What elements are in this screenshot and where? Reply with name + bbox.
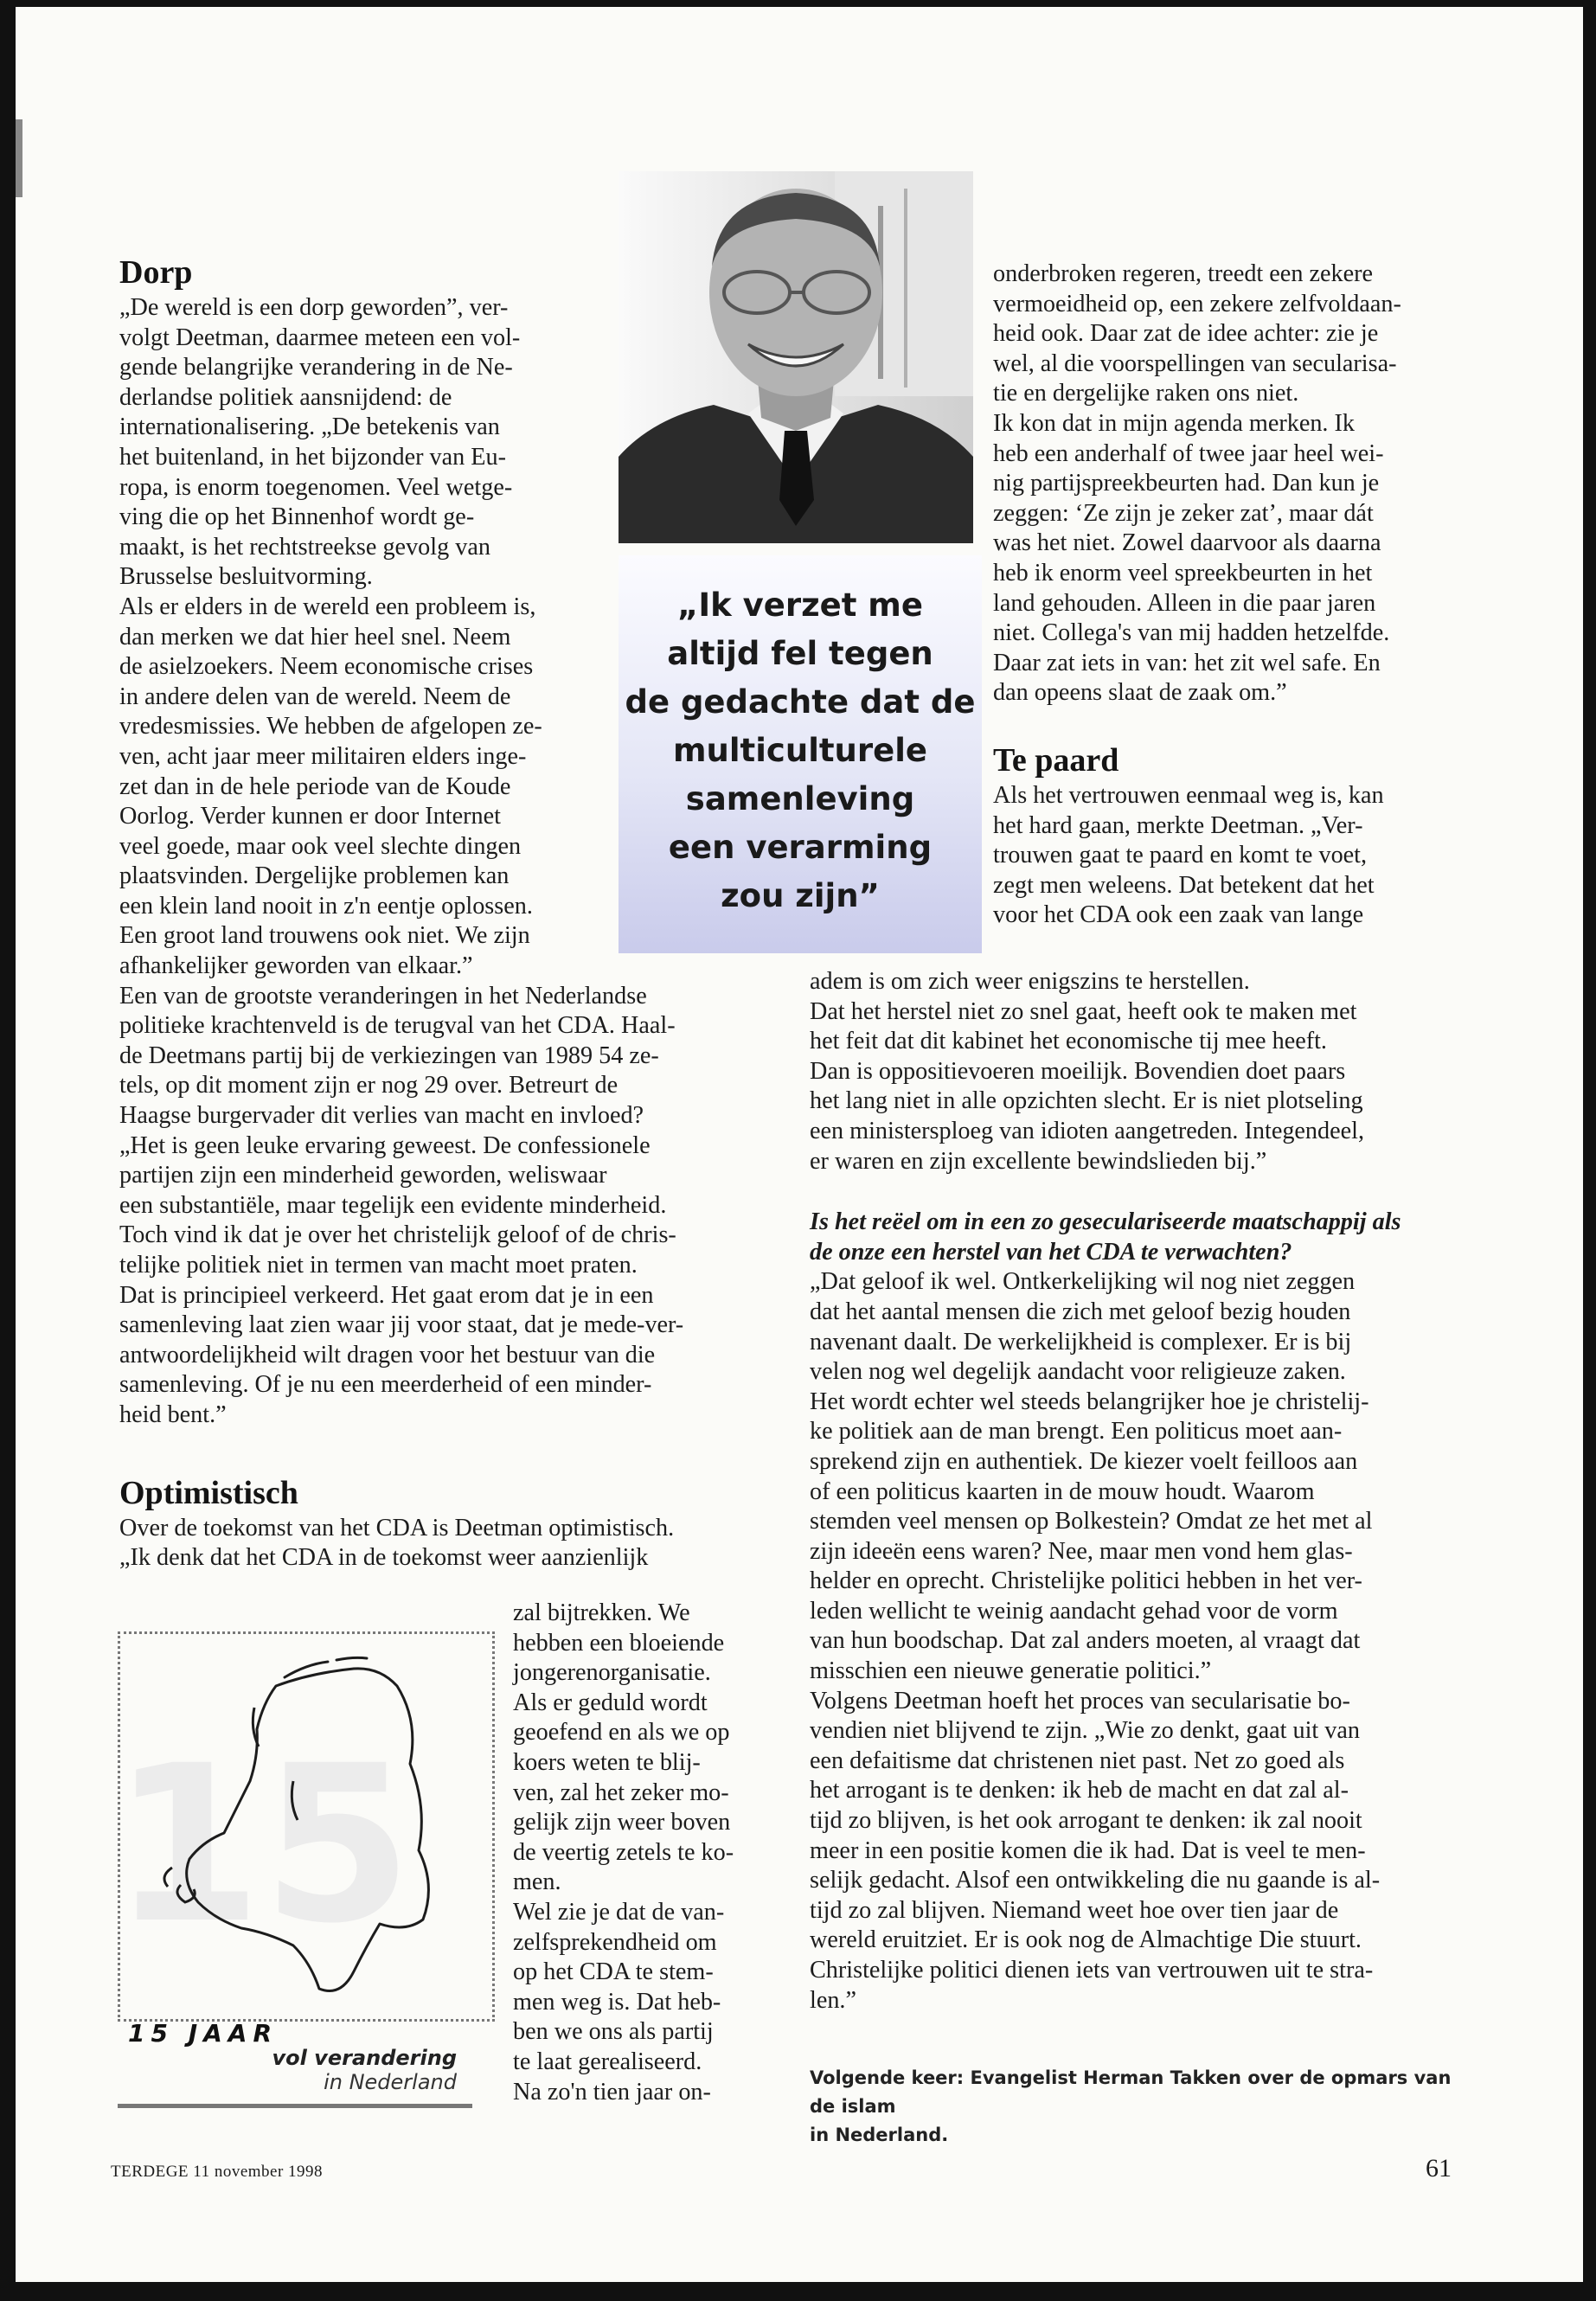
text-line: was het niet. Zowel daarvoor als daarna xyxy=(993,529,1381,557)
text-line: de veertig zetels te ko- xyxy=(513,1838,734,1866)
text-line: Oorlog. Verder kunnen er door Internet xyxy=(119,803,501,830)
magazine-page xyxy=(16,7,1583,2282)
text-line: Wel zie je dat de van- xyxy=(513,1898,725,1926)
text-line: samenleving laat zien waar jij voor staat, dat je mede-ver- xyxy=(119,1311,684,1339)
text-line: dat het aantal mensen die zich met geloof bezig houden xyxy=(810,1298,1351,1325)
text-line: het feit dat dit kabinet het economische tij mee heeft. xyxy=(810,1028,1327,1055)
text-line: ropa, is enorm toegenomen. Veel wetge- xyxy=(119,473,513,501)
text-line: volgt Deetman, daarmee meteen een vol- xyxy=(119,324,521,351)
text-line: nig partijspreekbeurten had. Dan kun je xyxy=(993,470,1380,497)
text-line: Als er elders in de wereld een probleem is, xyxy=(119,593,536,620)
text-line: velen nog wel degelijk aandacht voor religieuze zaken. xyxy=(810,1358,1346,1386)
text-line: navenant daalt. De werkelijkheid is complexer. Er is bij xyxy=(810,1328,1352,1356)
quote-line: een verarming xyxy=(668,829,933,866)
text-line: Na zo'n tien jaar on- xyxy=(513,2078,711,2106)
netherlands-map-icon xyxy=(120,1634,492,2019)
text-line: trouwen gaat te paard en komt te voet, xyxy=(993,842,1368,869)
text-line: leden wellicht te weinig aandacht gehad voor de vorm xyxy=(810,1597,1338,1625)
text-line: ven, acht jaar meer militairen elders inge- xyxy=(119,742,527,770)
text-line: zeggen: ‘Ze zijn je zeker zat’, maar dát xyxy=(993,499,1374,527)
text-line: de Deetmans partij bij de verkiezingen van 1989 54 ze- xyxy=(119,1042,659,1069)
next-issue-line: in Nederland. xyxy=(810,2125,949,2145)
column-right-top xyxy=(993,260,1512,931)
text-line: ben we ons als partij xyxy=(513,2018,714,2046)
text-line: samenleving. Of je nu een meerderheid of een minder- xyxy=(119,1371,652,1399)
text-line: dan opeens slaat de zaak om.” xyxy=(993,679,1287,707)
text-line: zegt men weleens. Dat betekent dat het xyxy=(993,871,1375,899)
text-line: Een van de grootste veranderingen in het Nederlandse xyxy=(119,982,647,1009)
text-line: niet. Collega's van mij hadden hetzelfde. xyxy=(993,619,1390,647)
text-line: ving die op het Binnenhof wordt ge- xyxy=(119,503,475,531)
text-line: len.” xyxy=(810,1986,856,2014)
text-line: gelijk zijn weer boven xyxy=(513,1809,731,1836)
quote-line: zou zijn” xyxy=(721,877,880,914)
page-number: 61 xyxy=(1426,2154,1452,2182)
sidebar-rule xyxy=(118,2104,472,2108)
text-line: of een politicus kaarten in de mouw houdt. Waarom xyxy=(810,1477,1315,1505)
text-line: heb ik enorm veel spreekbeurten in het xyxy=(993,559,1373,586)
text-line: tie en dergelijke raken ons niet. xyxy=(993,380,1299,407)
text-line: Christelijke politici dienen iets van vertrouwen uit te stra- xyxy=(810,1957,1374,1984)
text-line: Dat is principieel verkeerd. Het gaat erom dat je in een xyxy=(119,1281,654,1309)
text-line: van hun boodschap. Dat zal anders moeten, al vraagt dat xyxy=(810,1627,1361,1655)
text-line: jongerenorganisatie. xyxy=(513,1659,711,1687)
text-line: gende belangrijke verandering in de Ne- xyxy=(119,354,513,381)
text-line: tijd zo blijven, is het ook arrogant te denken: ik zal nooit xyxy=(810,1807,1362,1835)
text-line: het arrogant is te denken: ik heb de macht en dat zal al- xyxy=(810,1777,1349,1804)
text-line: misschien een nieuwe generatie politici.” xyxy=(810,1657,1212,1685)
text-line: heid bent.” xyxy=(119,1400,227,1428)
text-line: men. xyxy=(513,1868,561,1896)
text-line: het lang niet in alle opzichten slecht. Er is niet plotseling xyxy=(810,1087,1363,1115)
portrait-photo xyxy=(619,171,973,543)
quote-line: „Ik verzet me xyxy=(677,586,923,624)
quote-line: altijd fel tegen xyxy=(667,635,933,672)
text-line: Brusselse besluitvorming. xyxy=(119,563,373,591)
text-line: onderbroken regeren, treedt een zekere xyxy=(993,260,1373,287)
text-line: wel, al die voorspellingen van secularisa- xyxy=(993,349,1397,377)
text-line: dan merken we dat hier heel snel. Neem xyxy=(119,623,511,651)
text-line: koers weten te blij- xyxy=(513,1748,701,1776)
text-line: een klein land nooit in z'n eentje oplossen. xyxy=(119,892,533,920)
portrait-photo-icon xyxy=(619,171,973,543)
heading-te-paard: Te paard xyxy=(993,741,1119,779)
text-line: land gehouden. Alleen in die paar jaren xyxy=(993,589,1376,617)
text-line: „Dat geloof ik wel. Ontkerkelijking wil nog niet zeggen xyxy=(810,1268,1356,1296)
text-line: zelfsprekendheid om xyxy=(513,1928,717,1956)
text-line: een substantiële, maar tegelijk een evidente minderheid. xyxy=(119,1191,667,1219)
text-line: heb een anderhalf of twee jaar heel wei- xyxy=(993,439,1384,467)
text-line: Een groot land trouwens ook niet. We zijn xyxy=(119,922,530,950)
text-line: afhankelijker geworden van elkaar.” xyxy=(119,952,473,980)
text-line: op het CDA te stem- xyxy=(513,1958,714,1986)
quote-line: de gedachte dat de xyxy=(625,683,976,721)
text-line: ke politiek aan de man brengt. Een politicus moet aan- xyxy=(810,1418,1343,1445)
text-line: adem is om zich weer enigszins te herstellen. xyxy=(810,968,1250,995)
text-line: Als het vertrouwen eenmaal weg is, kan xyxy=(993,781,1384,809)
column-left-narrow xyxy=(513,1599,798,2107)
column-right-wide xyxy=(810,967,1502,2016)
next-issue-note xyxy=(810,2064,1467,2150)
pull-quote-text xyxy=(619,581,982,920)
text-line: Het wordt echter wel steeds belangrijker hoe je christelij- xyxy=(810,1388,1369,1415)
text-line: tijd zo zal blijven. Niemand weet hoe over tien jaar de xyxy=(810,1896,1339,1924)
text-line: „De wereld is een dorp geworden”, ver- xyxy=(119,294,509,321)
text-line: internationalisering. „De betekenis van xyxy=(119,413,500,441)
text-line: tels, op dit moment zijn er nog 29 over. Betreurt de xyxy=(119,1072,619,1099)
text-line: derlandse politiek aansnijdend: de xyxy=(119,383,452,411)
text-line: hebben een bloeiende xyxy=(513,1629,725,1657)
text-line: selijk gedacht. Alsof een ontwikkeling die nu gaande is al- xyxy=(810,1867,1381,1894)
text-line: „Ik denk dat het CDA in de toekomst weer aanzienlijk xyxy=(119,1544,649,1572)
text-line: partijen zijn een minderheid geworden, weliswaar xyxy=(119,1162,607,1189)
text-line: zal bijtrekken. We xyxy=(513,1599,690,1626)
next-issue-line: Volgende keer: Evangelist Herman Takken over de opmars van de islam xyxy=(810,2067,1452,2117)
sidebar-subtitle1: vol verandering xyxy=(272,2046,457,2070)
heading-dorp: Dorp xyxy=(119,254,193,291)
text-line: in andere delen van de wereld. Neem de xyxy=(119,683,511,710)
big-number: 15 xyxy=(120,1719,413,1971)
scan-mark xyxy=(16,119,22,197)
text-line: telijke politiek niet in termen van macht moet praten. xyxy=(119,1252,638,1279)
text-line: een ministersploeg van idioten aangetreden. Integendeel, xyxy=(810,1117,1365,1144)
text-line: veel goede, maar ook veel slechte dingen xyxy=(119,832,522,860)
text-line: maakt, is het rechtstreekse gevolg van xyxy=(119,533,490,561)
text-line: antwoordelijkheid wilt dragen voor het bestuur van die xyxy=(119,1341,656,1368)
text-line: vendien niet blijvend te zijn. „Wie zo denkt, gaat uit van xyxy=(810,1717,1361,1745)
text-line: Als er geduld wordt xyxy=(513,1689,708,1716)
question-line: Is het reëel om in een zo geseculariseerde maatschappij als xyxy=(810,1208,1401,1236)
text-line: heid ook. Daar zat de idee achter: zie je xyxy=(993,320,1379,348)
footer-magazine: TERDEGE 11 november 1998 xyxy=(111,2163,324,2181)
text-line: voor het CDA ook een zaak van lange xyxy=(993,901,1364,929)
text-line: „Het is geen leuke ervaring geweest. De confessionele xyxy=(119,1131,651,1159)
text-line: Dan is oppositievoeren moeilijk. Bovendien doet paars xyxy=(810,1057,1346,1085)
text-line: vredesmissies. We hebben de afgelopen ze- xyxy=(119,713,542,740)
quote-line: samenleving xyxy=(685,780,915,817)
text-line: Ik kon dat in mijn agenda merken. Ik xyxy=(993,409,1355,437)
text-line: geoefend en als we op xyxy=(513,1719,730,1747)
sidebar-map-box xyxy=(118,1631,495,2022)
text-line: een defaitisme dat christenen niet past. Net zo goed als xyxy=(810,1747,1345,1774)
text-line: meer in een positie komen die ik had. Dat is veel te men- xyxy=(810,1836,1366,1864)
text-line: Daar zat iets in van: het zit wel safe. En xyxy=(993,649,1381,676)
text-line: men weg is. Dat heb- xyxy=(513,1988,721,2016)
text-line: Volgens Deetman hoeft het proces van secularisatie bo- xyxy=(810,1687,1350,1715)
sidebar-title: 15 JAAR xyxy=(128,2019,279,2048)
text-line: te laat gerealiseerd. xyxy=(513,2048,702,2075)
text-line: er waren en zijn excellente bewindslieden bij.” xyxy=(810,1147,1267,1175)
text-line: sprekend zijn en authentiek. De kiezer voelt feilloos aan xyxy=(810,1447,1358,1475)
text-line: stemden veel mensen op Bolkestein? Omdat ze het met al xyxy=(810,1508,1373,1535)
text-line: ven, zal het zeker mo- xyxy=(513,1779,729,1806)
text-line: vermoeidheid op, een zekere zelfvoldaan- xyxy=(993,290,1401,317)
text-line: het hard gaan, merkte Deetman. „Ver- xyxy=(993,811,1363,839)
text-line: wereld eruitziet. Er is ook nog de Almachtige Die stuurt. xyxy=(810,1926,1362,1954)
quote-line: multiculturele xyxy=(672,732,928,769)
text-line: Haagse burgervader dit verlies van macht en invloed? xyxy=(119,1102,644,1130)
text-line: zijn ideeën eens waren? Nee, maar men vond hem glas- xyxy=(810,1537,1353,1565)
text-line: zet dan in de hele periode van de Koude xyxy=(119,772,511,800)
text-line: Toch vind ik dat je over het christelijk geloof of de chris- xyxy=(119,1221,676,1249)
sidebar-subtitle2: in Nederland xyxy=(324,2070,457,2094)
heading-optimistisch: Optimistisch xyxy=(119,1474,298,1511)
text-line: politieke krachtenveld is de terugval van het CDA. Haal- xyxy=(119,1012,676,1040)
text-line: Dat het herstel niet zo snel gaat, heeft ook te maken met xyxy=(810,997,1357,1025)
text-line: de asielzoekers. Neem economische crises xyxy=(119,653,534,681)
text-line: helder en oprecht. Christelijke politici hebben in het ver- xyxy=(810,1567,1362,1595)
question-line: de onze een herstel van het CDA te verwachten? xyxy=(810,1238,1292,1266)
text-line: Over de toekomst van het CDA is Deetman optimistisch. xyxy=(119,1514,675,1541)
text-line: plaatsvinden. Dergelijke problemen kan xyxy=(119,862,510,890)
pull-quote xyxy=(619,555,982,953)
text-line: het buitenland, in het bijzonder van Eu- xyxy=(119,443,506,471)
